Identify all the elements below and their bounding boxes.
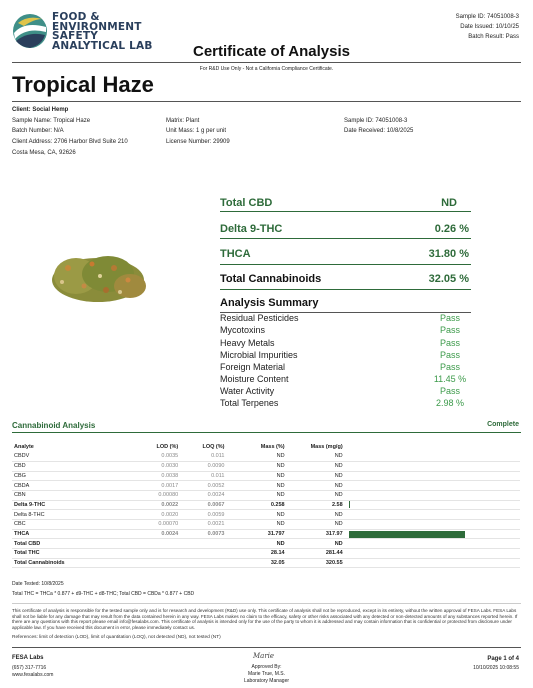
summary-label-mycotoxins: Mycotoxins xyxy=(220,325,266,335)
cell-mass-mg: 317.97 xyxy=(287,529,345,539)
cell-loq: 0.0073 xyxy=(180,529,226,539)
cell-mass-pct: 31.797 xyxy=(226,529,286,539)
cell-mass-pct: ND xyxy=(226,490,286,500)
delta9-thc-label: Delta 9-THC xyxy=(220,223,283,235)
references-text: References: limit of detection (LOD), limit of quantitation (LOQ), not detected (ND), not tested (NT) xyxy=(12,635,221,640)
approved-by-label: Approved By: xyxy=(251,664,282,670)
summary-value-foreign-material: Pass xyxy=(439,362,460,372)
delta9-thc-value: 0.26 % xyxy=(434,223,469,235)
table-row xyxy=(12,558,520,568)
summary-value-water-activity: Pass xyxy=(439,386,460,396)
cell-loq: 0.0067 xyxy=(180,500,226,510)
lab-name-line-2: ENVIRONMENT xyxy=(52,20,142,33)
header-analyte: Analyte xyxy=(14,443,34,450)
approver-name: Marie True, M.S. xyxy=(248,671,285,677)
footer-timestamp: 10/10/2025 10:08:55 xyxy=(473,665,519,671)
product-divider xyxy=(12,101,521,102)
document-title: Certificate of Analysis xyxy=(193,43,350,60)
legal-paragraph: This certificate of analysis is responsible for the tested sample only and is for research and development (R&D) use only. This certificate of analysis shall not be reproduced, except in its entirety, without the written approval of FESA Labs. FESA Labs shall not be liable for any damage that may result from the data contained herein in any way. FESA Labs makes no claim to the efficacy, safety or other risks associated with any detected or non-detected amounts of any substances reported herein. If there are any questions with this report please email info@fesalabs.com. This certificate of analysis is intended only for the use of the party to whom it is addressed and may contain information that is confidential or protected from disclosure under applicable law. If you have received this document in error, please immediately contact us. xyxy=(12,608,518,630)
analysis-summary-title: Analysis Summary xyxy=(220,297,319,309)
date-tested: Date Tested: 10/8/2025 xyxy=(12,581,64,587)
table-row xyxy=(12,510,520,520)
total-formula: Total THC = THCa * 0.877 + d9-THC + d8-THC; Total CBD = CBDa * 0.877 + CBD xyxy=(12,591,195,597)
total-cannabinoids-divider xyxy=(220,289,471,290)
client-name: Client: Social Hemp xyxy=(12,107,69,113)
summary-value-pesticides: Pass xyxy=(439,313,460,323)
cell-analyte: CBN xyxy=(12,490,134,500)
cell-mass-mg: ND xyxy=(287,461,345,471)
cell-bar xyxy=(345,471,520,481)
cannabis-bud-image xyxy=(48,246,150,310)
product-sample-id: Sample ID: 74051008-3 xyxy=(344,118,408,124)
summary-value-mycotoxins: Pass xyxy=(439,325,460,335)
cell-analyte: CBC xyxy=(12,520,134,530)
concentration-bar xyxy=(349,501,350,508)
cell-analyte: THCA xyxy=(12,529,134,539)
matrix: Matrix: Plant xyxy=(166,118,200,124)
summary-label-heavy-metals: Heavy Metals xyxy=(220,338,275,348)
cell-analyte: CBDA xyxy=(12,481,134,491)
approver-title: Laboratory Manager xyxy=(243,678,290,684)
cell-loq xyxy=(180,549,226,559)
cell-analyte: CBD xyxy=(12,461,134,471)
date-received: Date Received: 10/8/2025 xyxy=(344,128,414,134)
cell-lod: 0.0024 xyxy=(134,529,180,539)
cell-loq xyxy=(180,539,226,549)
summary-label-water-activity: Water Activity xyxy=(220,386,275,396)
concentration-bar xyxy=(349,531,465,538)
cell-analyte: Delta 9-THC xyxy=(12,500,134,510)
lab-name-line-1: FOOD & xyxy=(52,11,100,23)
cell-lod: 0.0022 xyxy=(134,500,180,510)
cell-mass-pct: ND xyxy=(226,539,286,549)
footer-lab-name: FESA Labs xyxy=(12,655,44,661)
cell-mass-mg: ND xyxy=(287,481,345,491)
cannabinoid-status: Complete xyxy=(487,421,519,428)
cell-bar xyxy=(345,461,520,471)
cell-bar xyxy=(345,558,520,568)
header-mass-pct: Mass (%) xyxy=(260,443,285,450)
cell-mass-pct: ND xyxy=(226,481,286,491)
cell-loq: 0.011 xyxy=(180,452,226,462)
delta9-thc-divider xyxy=(220,238,471,239)
cell-mass-pct: ND xyxy=(226,471,286,481)
lab-name xyxy=(52,13,153,51)
cell-bar xyxy=(345,510,520,520)
table-row xyxy=(12,490,520,500)
cannabinoid-section-title: Cannabinoid Analysis xyxy=(12,421,96,430)
table-row xyxy=(12,549,520,559)
summary-value-microbial: Pass xyxy=(439,350,460,360)
footer-website[interactable]: www.fesalabs.com xyxy=(12,672,54,678)
header-mass-mg: Mass (mg/g) xyxy=(310,443,343,450)
cannabinoid-table-body xyxy=(12,452,520,568)
cell-loq: 0.011 xyxy=(180,471,226,481)
cell-mass-pct: ND xyxy=(226,452,286,462)
summary-label-terpenes: Total Terpenes xyxy=(220,398,279,408)
header-loq: LOQ (%) xyxy=(202,443,225,450)
cell-bar xyxy=(345,500,520,510)
license-number: License Number: 29909 xyxy=(166,139,230,145)
sample-photo xyxy=(48,246,150,310)
cell-lod xyxy=(134,539,180,549)
cell-mass-pct: ND xyxy=(226,461,286,471)
cannabinoid-table xyxy=(12,442,520,568)
header-batch-result: Batch Result: Pass xyxy=(468,34,519,40)
summary-label-moisture: Moisture Content xyxy=(220,374,289,384)
footer-phone: (657) 317-7716 xyxy=(12,665,47,671)
cell-lod: 0.00070 xyxy=(134,520,180,530)
thca-divider xyxy=(220,264,471,265)
logo-emblem-icon xyxy=(12,13,48,49)
cannabinoid-table-header xyxy=(12,442,520,452)
sample-name: Sample Name: Tropical Haze xyxy=(12,118,91,124)
approver-signature: Marie xyxy=(253,652,275,660)
cell-analyte: Total CBD xyxy=(12,539,134,549)
header-lod: LOD (%) xyxy=(156,443,179,450)
cell-analyte: Total THC xyxy=(12,549,134,559)
page-number: Page 1 of 4 xyxy=(487,656,519,662)
cell-mass-mg: ND xyxy=(287,490,345,500)
cell-analyte: CBDV xyxy=(12,452,134,462)
cell-mass-mg: ND xyxy=(287,510,345,520)
total-cbd-value: ND xyxy=(441,197,457,209)
cell-mass-mg: ND xyxy=(287,520,345,530)
cell-lod: 0.00080 xyxy=(134,490,180,500)
rd-disclaimer: For R&D Use Only - Not a California Compliance Certificate. xyxy=(199,66,334,72)
cell-bar xyxy=(345,520,520,530)
cell-mass-mg: 2.58 xyxy=(287,500,345,510)
client-city: Costa Mesa, CA, 92626 xyxy=(12,150,76,156)
table-row xyxy=(12,529,520,539)
thca-value: 31.80 % xyxy=(428,248,469,260)
total-cbd-divider xyxy=(220,211,471,212)
total-cannabinoids-value: 32.05 % xyxy=(428,273,469,285)
summary-label-foreign-material: Foreign Material xyxy=(220,362,286,372)
cell-lod xyxy=(134,558,180,568)
cell-mass-pct: 32.05 xyxy=(226,558,286,568)
unit-mass: Unit Mass: 1 g per unit xyxy=(166,128,227,134)
header-sample-id: Sample ID: 74051008-3 xyxy=(455,14,519,20)
cell-loq: 0.0024 xyxy=(180,490,226,500)
lab-name-line-3: SAFETY xyxy=(52,30,98,42)
cell-bar xyxy=(345,452,520,462)
cell-loq: 0.0021 xyxy=(180,520,226,530)
cell-mass-pct: 28.14 xyxy=(226,549,286,559)
table-row xyxy=(12,461,520,471)
cell-lod: 0.0017 xyxy=(134,481,180,491)
batch-number: Batch Number: N/A xyxy=(12,128,64,134)
summary-value-terpenes: 2.98 % xyxy=(435,398,465,408)
header-date-issued: Date Issued: 10/10/25 xyxy=(460,24,519,30)
lab-name-line-4: ANALYTICAL LAB xyxy=(52,39,153,52)
total-cbd-label: Total CBD xyxy=(220,197,273,209)
summary-value-moisture: 11.45 % xyxy=(433,374,467,384)
cell-analyte: Delta 8-THC xyxy=(12,510,134,520)
table-row xyxy=(12,481,520,491)
table-row xyxy=(12,452,520,462)
cell-mass-mg: 320.55 xyxy=(287,558,345,568)
product-name: Tropical Haze xyxy=(12,72,154,97)
client-address: Client Address: 2706 Harbor Blvd Suite 210 xyxy=(12,139,128,145)
cell-lod xyxy=(134,549,180,559)
cell-lod: 0.0030 xyxy=(134,461,180,471)
table-row xyxy=(12,500,520,510)
cell-mass-pct: 0.258 xyxy=(226,500,286,510)
cell-bar xyxy=(345,549,520,559)
cell-loq: 0.0090 xyxy=(180,461,226,471)
references xyxy=(12,635,221,640)
cell-lod: 0.0035 xyxy=(134,452,180,462)
cell-analyte: Total Cannabinoids xyxy=(12,558,134,568)
cell-lod: 0.0020 xyxy=(134,510,180,520)
cell-loq xyxy=(180,558,226,568)
footer-divider xyxy=(12,647,521,648)
header-divider xyxy=(12,62,521,63)
cell-analyte: CBG xyxy=(12,471,134,481)
lab-logo xyxy=(12,13,48,49)
thca-label: THCA xyxy=(220,248,251,260)
cell-mass-mg: ND xyxy=(287,452,345,462)
header-bar xyxy=(345,442,520,452)
cell-bar xyxy=(345,529,520,539)
cell-mass-mg: ND xyxy=(287,539,345,549)
cell-bar xyxy=(345,490,520,500)
summary-value-heavy-metals: Pass xyxy=(439,338,460,348)
cell-mass-mg: ND xyxy=(287,471,345,481)
formula-divider xyxy=(12,603,521,604)
cell-mass-mg: 281.44 xyxy=(287,549,345,559)
table-row xyxy=(12,539,520,549)
table-row xyxy=(12,471,520,481)
summary-label-pesticides: Residual Pesticides xyxy=(220,313,299,323)
cell-loq: 0.0052 xyxy=(180,481,226,491)
cell-mass-pct: ND xyxy=(226,520,286,530)
total-cannabinoids-label: Total Cannabinoids xyxy=(220,273,322,285)
cell-loq: 0.0059 xyxy=(180,510,226,520)
table-row xyxy=(12,520,520,530)
cannabinoid-section-divider xyxy=(12,432,521,433)
cell-mass-pct: ND xyxy=(226,510,286,520)
cell-bar xyxy=(345,539,520,549)
summary-label-microbial: Microbial Impurities xyxy=(220,350,298,360)
cell-lod: 0.0038 xyxy=(134,471,180,481)
cell-bar xyxy=(345,481,520,491)
